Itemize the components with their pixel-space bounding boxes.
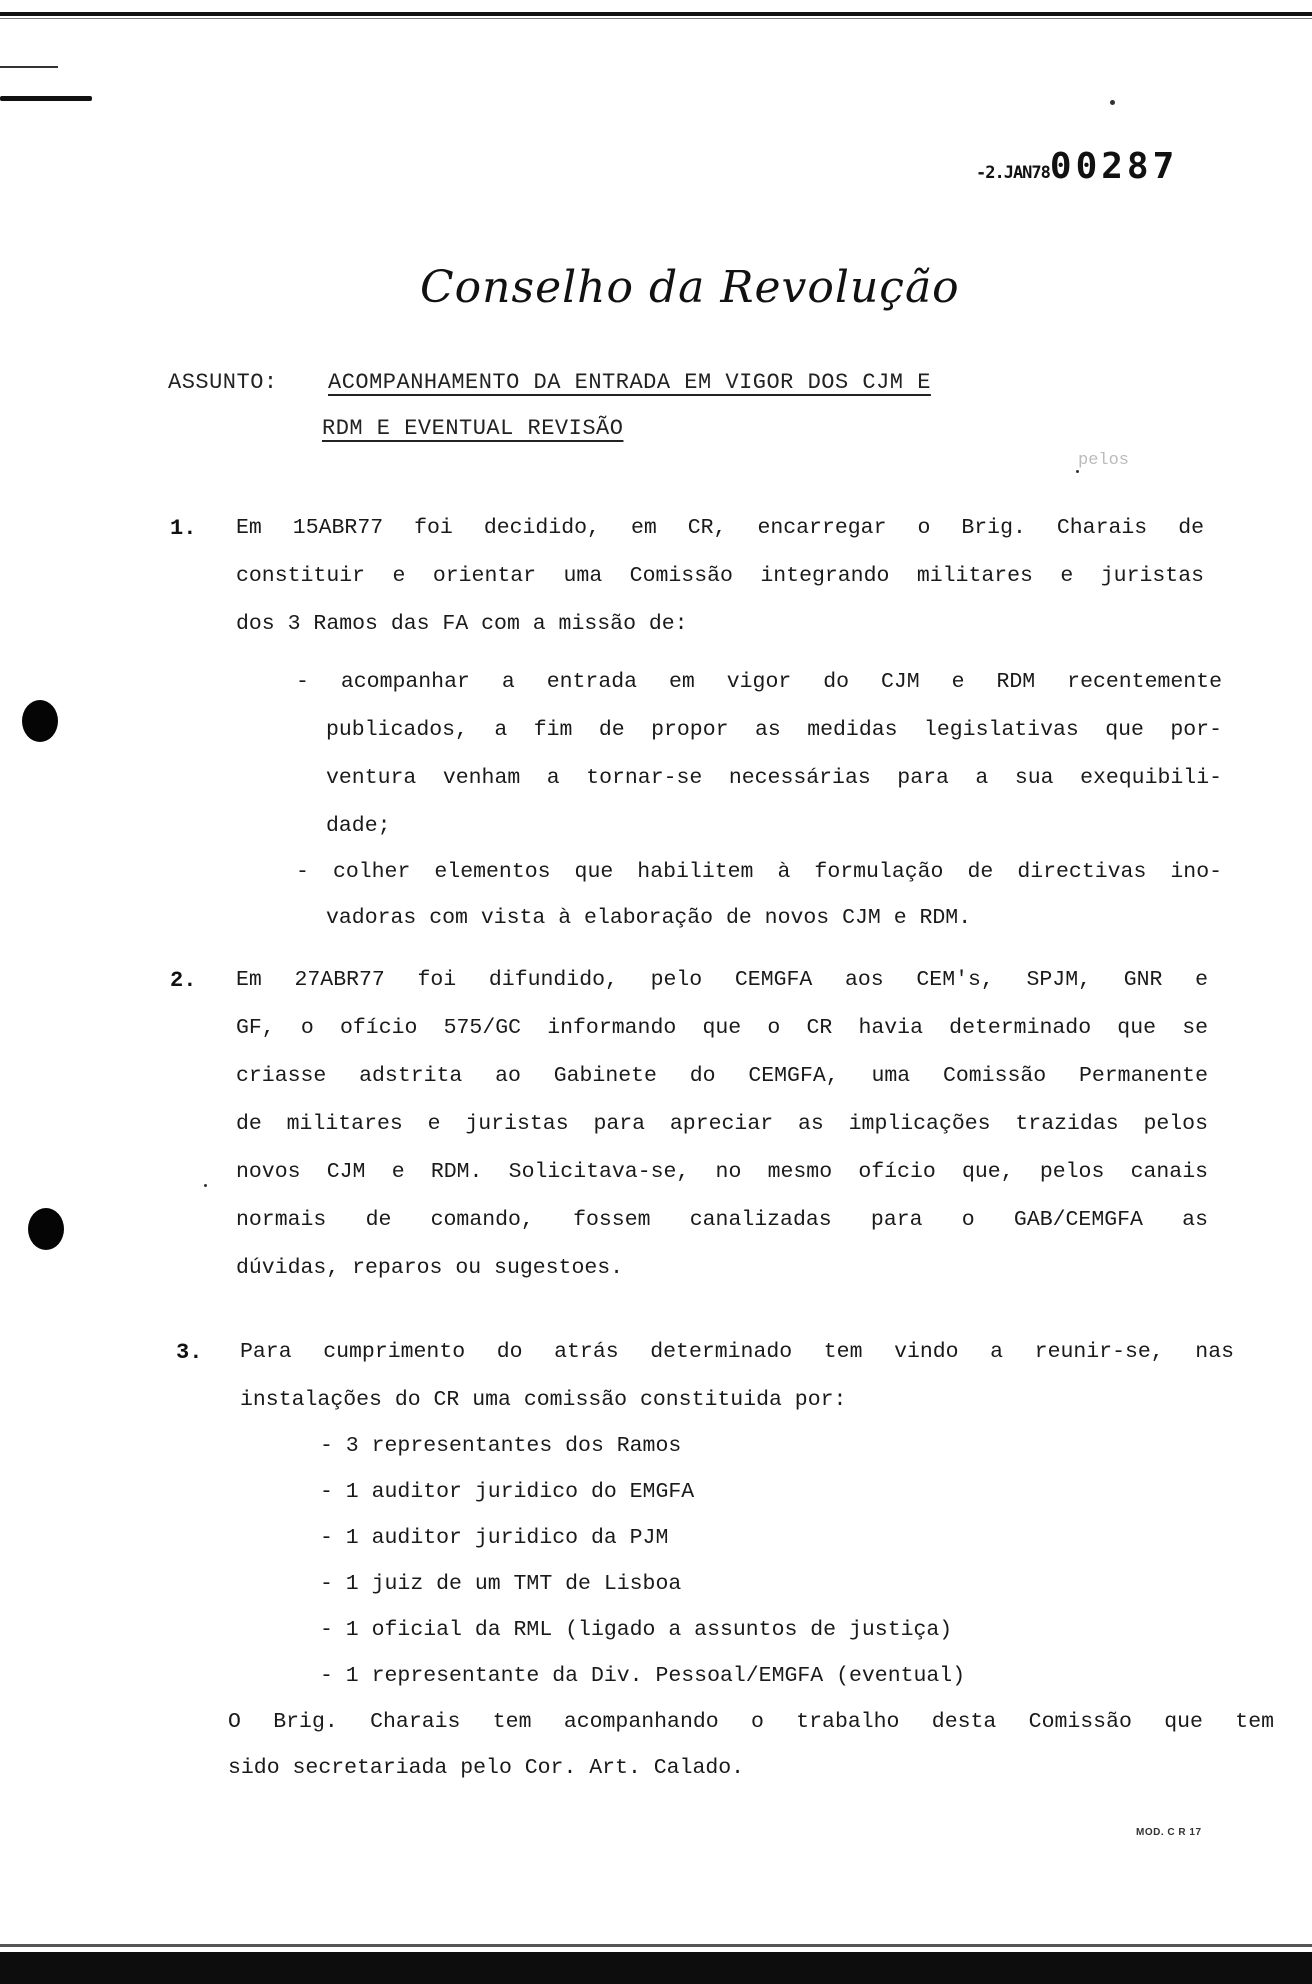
member-item: - 1 auditor juridico da PJM	[320, 1526, 669, 1550]
bottom-border-band	[0, 1952, 1312, 1984]
punch-hole	[22, 700, 58, 742]
bullet-line: publicados, a fim de propor as medidas legislativas que por-	[326, 718, 1222, 742]
paragraph-line: sido secretariada pelo Cor. Art. Calado.	[228, 1756, 745, 1780]
member-item: - 1 juiz de um TMT de Lisboa	[320, 1572, 682, 1596]
paragraph-line: GF, o ofício 575/GC informando que o CR havia determinado que se	[236, 1016, 1208, 1040]
subject-line-2: RDM E EVENTUAL REVISÃO	[322, 416, 624, 441]
form-code: MOD. C R 17	[1136, 1827, 1202, 1838]
bullet-line: vadoras com vista à elaboração de novos CJM e RDM.	[326, 906, 972, 930]
reference-stamp	[976, 146, 1178, 187]
paragraph-line: dúvidas, reparos ou sugestoes.	[236, 1256, 624, 1280]
punch-hole	[28, 1208, 64, 1250]
stamp-date: -2.JAN78	[976, 163, 1050, 183]
margin-mark	[0, 66, 58, 68]
member-item: - 1 auditor juridico do EMGFA	[320, 1480, 695, 1504]
member-item: - 3 representantes dos Ramos	[320, 1434, 682, 1458]
subject-line-1: ACOMPANHAMENTO DA ENTRADA EM VIGOR DOS CJM E	[328, 370, 931, 395]
paragraph-line: constituir e orientar uma Comissão integrando militares e juristas	[236, 564, 1204, 588]
letterhead-title: Conselho da Revolução	[420, 262, 960, 313]
margin-note: pelos	[1078, 451, 1130, 470]
section-number: 1.	[170, 516, 197, 541]
section-number: 3.	[176, 1340, 203, 1365]
subject-label: ASSUNTO:	[168, 370, 278, 395]
bottom-border-rule-thin	[0, 1944, 1312, 1947]
bullet-line: ventura venham a tornar-se necessárias para a sua exequibili-	[326, 766, 1222, 790]
paragraph-line: dos 3 Ramos das FA com a missão de:	[236, 612, 688, 636]
paragraph-line: normais de comando, fossem canalizadas para o GAB/CEMGFA as	[236, 1208, 1208, 1232]
member-item: - 1 representante da Div. Pessoal/EMGFA (eventual)	[320, 1664, 966, 1688]
paragraph-line: Para cumprimento do atrás determinado tem vindo a reunir-se, nas	[240, 1340, 1234, 1364]
paragraph-line: de militares e juristas para apreciar as implicações trazidas pelos	[236, 1112, 1208, 1136]
paragraph-line: criasse adstrita ao Gabinete do CEMGFA, uma Comissão Permanente	[236, 1064, 1208, 1088]
paragraph-line: instalações do CR uma comissão constituida por:	[240, 1388, 847, 1412]
stamp-number: 00287	[1049, 146, 1179, 187]
paragraph-line: Em 27ABR77 foi difundido, pelo CEMGFA aos CEM's, SPJM, GNR e	[236, 968, 1208, 992]
paragraph-line: Em 15ABR77 foi decidido, em CR, encarregar o Brig. Charais de	[236, 516, 1204, 540]
bullet-line: - acompanhar a entrada em vigor do CJM e RDM recentemente	[296, 670, 1222, 694]
bullet-line: - colher elementos que habilitem à formulação de directivas ino-	[296, 860, 1222, 884]
paragraph-line: novos CJM e RDM. Solicitava-se, no mesmo ofício que, pelos canais	[236, 1160, 1208, 1184]
speck	[204, 1184, 207, 1187]
bullet-line: dade;	[326, 814, 391, 838]
section-number: 2.	[170, 968, 197, 993]
top-border-rule	[0, 12, 1312, 16]
speck	[1110, 100, 1115, 105]
speck	[1076, 470, 1079, 473]
paragraph-line: O Brig. Charais tem acompanhando o trabalho desta Comissão que tem	[228, 1710, 1274, 1734]
member-item: - 1 oficial da RML (ligado a assuntos de justiça)	[320, 1618, 953, 1642]
top-border-rule-thin	[0, 18, 1312, 19]
margin-mark	[0, 96, 92, 101]
